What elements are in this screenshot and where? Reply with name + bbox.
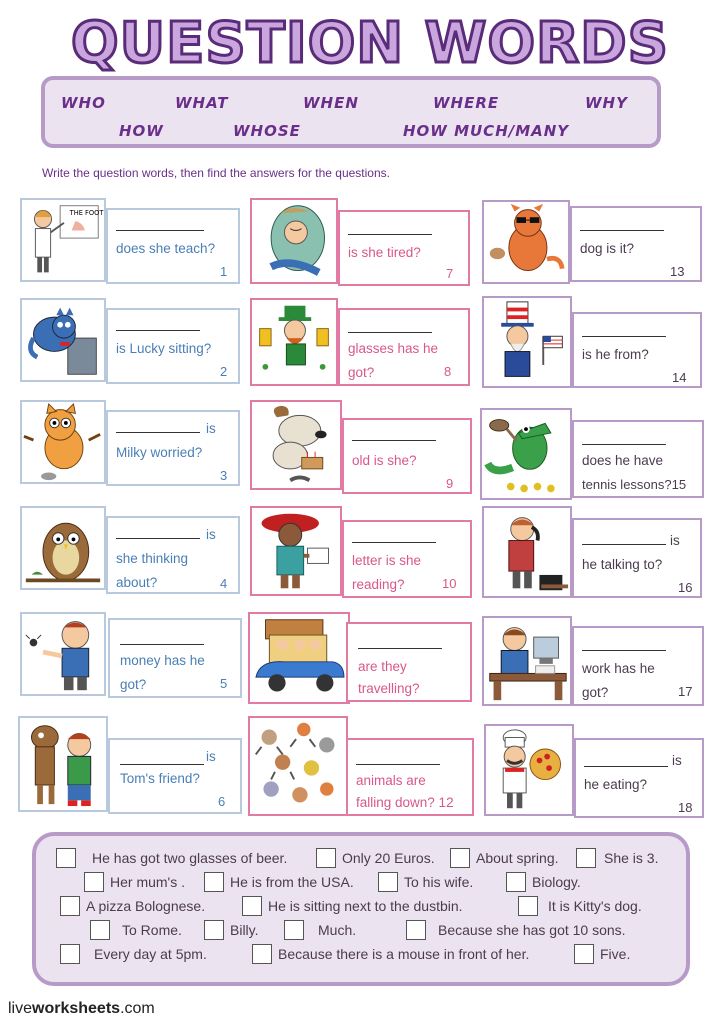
question-card-3	[106, 410, 240, 486]
answer-option: To Rome.	[90, 920, 182, 940]
answer-blank[interactable]	[582, 336, 666, 337]
answer-option: She is 3.	[576, 848, 658, 868]
question-number: 14	[672, 370, 687, 385]
question-text: animals are	[356, 773, 426, 788]
answer-blank[interactable]	[116, 330, 200, 331]
answer-option: A pizza Bolognese.	[60, 896, 205, 916]
question-number: 18	[678, 800, 693, 815]
teacher-icon	[20, 198, 106, 282]
question-number: 13	[670, 264, 685, 279]
woman-reading-letter-icon	[250, 506, 342, 596]
answer-option: Only 20 Euros.	[316, 848, 435, 868]
answer-checkbox[interactable]	[60, 896, 80, 916]
answer-blank[interactable]	[358, 648, 442, 649]
question-card-4	[106, 516, 240, 594]
question-text: are they	[358, 659, 407, 674]
question-text: is he from?	[582, 347, 649, 362]
word-when: WHEN	[303, 94, 359, 112]
answer-checkbox[interactable]	[84, 872, 104, 892]
answer-blank[interactable]	[120, 644, 204, 645]
answer-blank[interactable]	[348, 332, 432, 333]
man-on-phone-icon	[482, 506, 572, 598]
question-card-9	[342, 418, 472, 494]
question-card-13	[570, 206, 702, 282]
svg-text:THE FOOT: THE FOOT	[69, 209, 104, 218]
word-how: HOW	[119, 122, 164, 140]
question-card-11	[346, 622, 472, 702]
word-why: WHY	[585, 94, 628, 112]
answer-checkbox[interactable]	[56, 848, 76, 868]
answer-option: About spring.	[450, 848, 559, 868]
question-card-6	[108, 738, 242, 814]
answer-checkbox[interactable]	[204, 920, 224, 940]
man-at-desk-icon	[482, 616, 572, 706]
question-text: money has he	[120, 653, 205, 668]
question-word-is: is	[206, 749, 216, 764]
question-text-line2: travelling?	[358, 681, 420, 696]
answer-option: Much.	[284, 920, 356, 940]
answers-box	[32, 832, 690, 986]
car-travel-icon	[248, 612, 350, 704]
answer-checkbox[interactable]	[284, 920, 304, 940]
question-text: letter is she	[352, 553, 422, 568]
question-card-15	[572, 420, 704, 498]
question-number: 2	[220, 364, 228, 379]
cat-on-dustbin-icon	[20, 298, 106, 382]
question-number: 17	[678, 684, 693, 699]
question-number: 3	[220, 468, 228, 483]
answer-checkbox[interactable]	[406, 920, 426, 940]
question-card-18	[574, 738, 704, 818]
question-text: is she tired?	[348, 245, 421, 260]
question-card-5	[108, 618, 242, 698]
thinking-owl-icon	[20, 506, 106, 590]
answer-option: Every day at 5pm.	[60, 944, 207, 964]
uncle-sam-icon	[482, 296, 572, 388]
question-text-line2: tennis lessons?15	[582, 477, 687, 492]
question-text: she thinking	[116, 551, 189, 566]
answer-option: He has got two glasses of beer.	[56, 848, 287, 868]
boy-and-dog-icon	[18, 716, 108, 812]
question-card-17	[572, 626, 704, 706]
answer-option: He is from the USA.	[204, 872, 354, 892]
answer-blank[interactable]	[352, 440, 436, 441]
question-number: 16	[678, 580, 693, 595]
answer-blank[interactable]	[580, 230, 664, 231]
liveworksheets-logo[interactable]: liveworksheets.com	[8, 1000, 155, 1017]
word-whose: WHOSE	[233, 122, 301, 140]
question-text: he talking to?	[582, 557, 663, 572]
answer-option: He is sitting next to the dustbin.	[242, 896, 463, 916]
question-card-14	[572, 312, 702, 388]
question-text-line2: got?	[120, 677, 147, 692]
question-number: 8	[444, 364, 452, 379]
question-number: 1	[220, 264, 228, 279]
answer-option: Her mum's .	[84, 872, 185, 892]
question-card-7	[338, 210, 470, 286]
answer-option: Five.	[574, 944, 630, 964]
dog-with-cake-icon	[250, 400, 342, 490]
question-word-is: is	[672, 753, 682, 768]
question-card-16	[572, 518, 702, 598]
answer-checkbox[interactable]	[378, 872, 398, 892]
question-card-8	[338, 308, 470, 386]
answer-blank[interactable]	[582, 650, 666, 651]
question-text-line2: falling down? 12	[356, 795, 454, 810]
svg-text:QUESTION WORDS: QUESTION WORDS	[71, 11, 669, 72]
question-word-is: is	[670, 533, 680, 548]
worksheet-title	[50, 10, 690, 72]
answer-blank[interactable]	[356, 764, 440, 765]
cool-dog-icon	[482, 200, 570, 284]
question-card-1	[106, 208, 240, 284]
answer-blank[interactable]	[116, 230, 204, 231]
question-word-is: is	[206, 527, 216, 542]
question-text-line2: about?	[116, 575, 158, 590]
leprechaun-beer-icon	[250, 298, 338, 386]
answer-checkbox[interactable]	[90, 920, 110, 940]
answer-option: It is Kitty's dog.	[518, 896, 642, 916]
answer-checkbox[interactable]	[450, 848, 470, 868]
tired-woman-icon	[250, 198, 338, 284]
question-number: 5	[220, 676, 228, 691]
question-number: 7	[446, 266, 454, 281]
answer-checkbox[interactable]	[506, 872, 526, 892]
answer-blank[interactable]	[116, 538, 200, 539]
answer-checkbox[interactable]	[60, 944, 80, 964]
question-text: glasses has he	[348, 341, 439, 356]
answer-option: Because she has got 10 sons.	[406, 920, 626, 940]
question-text: Tom's friend?	[120, 771, 200, 786]
answer-blank[interactable]	[582, 444, 666, 445]
answer-option: Billy.	[204, 920, 259, 940]
question-card-12	[346, 738, 474, 816]
answer-option: To his wife.	[378, 872, 473, 892]
answer-checkbox[interactable]	[242, 896, 262, 916]
answer-option: Biology.	[506, 872, 581, 892]
answer-checkbox[interactable]	[204, 872, 224, 892]
question-number: 10	[442, 576, 457, 591]
question-word-is: is	[206, 421, 216, 436]
answer-blank[interactable]	[582, 544, 666, 545]
question-text-line2: reading?	[352, 577, 405, 592]
question-text: is Lucky sitting?	[116, 341, 212, 356]
man-with-fly-icon	[20, 612, 106, 696]
word-where: WHERE	[433, 94, 500, 112]
answer-option: Because there is a mouse in front of her.	[252, 944, 529, 964]
question-text: old is she?	[352, 453, 417, 468]
falling-animals-icon	[248, 716, 348, 816]
question-text-line2: got?	[348, 365, 375, 380]
instruction: Write the question words, then find the answers for the questions.	[42, 166, 390, 180]
question-text: he eating?	[584, 777, 648, 792]
question-text: Milky worried?	[116, 445, 203, 460]
crocodile-tennis-icon	[480, 408, 572, 500]
answer-checkbox[interactable]	[574, 944, 594, 964]
word-how-much-many: HOW MUCH/MANY	[403, 122, 570, 140]
question-number: 9	[446, 476, 454, 491]
answer-checkbox[interactable]	[576, 848, 596, 868]
question-text: does she teach?	[116, 241, 216, 256]
question-text: dog is it?	[580, 241, 635, 256]
answer-checkbox[interactable]	[518, 896, 538, 916]
word-bank	[41, 76, 661, 148]
question-text-line2: got?	[582, 685, 609, 700]
question-text: work has he	[582, 661, 655, 676]
chef-pizza-icon	[484, 724, 574, 816]
answer-blank[interactable]	[116, 432, 200, 433]
answer-checkbox[interactable]	[252, 944, 272, 964]
scared-cat-icon	[20, 400, 106, 484]
answer-blank[interactable]	[352, 542, 436, 543]
question-number: 6	[218, 794, 226, 809]
question-text: does he have	[582, 453, 664, 468]
question-card-10	[342, 520, 472, 598]
answer-blank[interactable]	[348, 234, 432, 235]
answer-checkbox[interactable]	[316, 848, 336, 868]
question-number: 4	[220, 576, 228, 591]
answer-blank[interactable]	[584, 766, 668, 767]
word-who: WHO	[61, 94, 106, 112]
question-card-2	[106, 308, 240, 384]
word-what: WHAT	[175, 94, 229, 112]
answer-blank[interactable]	[120, 764, 204, 765]
